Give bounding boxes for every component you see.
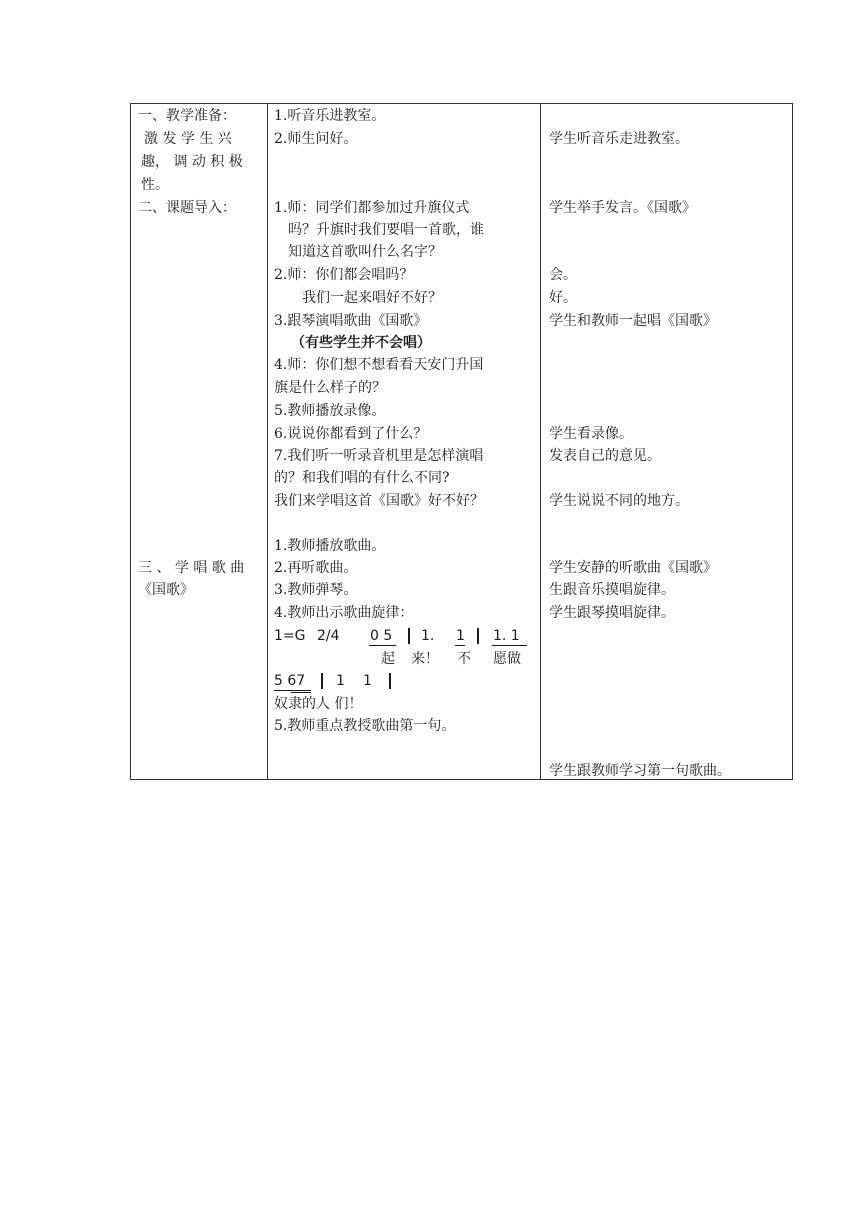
notation-note: 1 xyxy=(456,628,465,644)
teacher-line: 7.我们听一听录音机里是怎样演唱 xyxy=(274,448,484,464)
student-line: 学生和教师一起唱《国歌》 xyxy=(549,313,717,329)
teacher-line: 2.师：你们都会唱吗？ xyxy=(274,267,414,283)
teacher-line: 4.师：你们想不想看看天安门升国 xyxy=(274,357,484,373)
notation-key: 1=G xyxy=(274,628,306,644)
teacher-line: 旗是什么样子的？ xyxy=(274,380,386,396)
section-desc-line: 激 发 学 生 兴 xyxy=(144,131,232,147)
section-title-song: 三 、 学 唱 歌 曲 xyxy=(138,560,245,576)
notation-note: 1. 1 xyxy=(493,628,520,644)
teacher-line: 2.师生问好。 xyxy=(274,131,358,147)
teacher-line: 1.师：同学们都参加过升旗仪式 xyxy=(274,200,470,216)
notation-note: 1 xyxy=(336,673,345,689)
column-divider-1 xyxy=(267,104,268,779)
notation-meter: 2/4 xyxy=(317,628,340,644)
notation-underline xyxy=(492,645,527,646)
student-line: 学生看录像。 xyxy=(549,426,633,442)
teacher-line: 知道这首歌叫什么名字？ xyxy=(288,244,442,260)
teacher-line: 1.教师播放歌曲。 xyxy=(274,538,386,554)
notation-underline xyxy=(274,690,311,691)
student-line: 学生说说不同的地方。 xyxy=(549,493,689,509)
section-title-intro: 二、课题导入： xyxy=(138,200,236,216)
notation-underline xyxy=(369,645,396,646)
teacher-line: 3.教师弹琴。 xyxy=(274,582,358,598)
column-divider-2 xyxy=(540,104,541,779)
section-desc-line: 趣， 调 动 积 极 xyxy=(141,154,243,170)
notation-lyric: 不 xyxy=(457,651,471,667)
notation-note: 0 5 xyxy=(370,628,393,644)
teacher-line: 5.教师重点教授歌曲第一句。 xyxy=(274,718,456,734)
notation-lyric: 起 xyxy=(381,651,395,667)
teacher-line: 3.跟琴演唱歌曲《国歌》 xyxy=(274,313,428,329)
section-desc-line: 性。 xyxy=(141,177,169,193)
student-line: 学生跟琴摸唱旋律。 xyxy=(549,605,675,621)
section-title-song-name: 《国歌》 xyxy=(138,582,194,598)
student-line: 学生安静的听歌曲《国歌》 xyxy=(549,560,717,576)
notation-note: 1. xyxy=(421,628,435,644)
teacher-line: 我们来学唱这首《国歌》好不好？ xyxy=(274,493,484,509)
teacher-line: 4.教师出示歌曲旋律： xyxy=(274,605,414,621)
student-line: 学生举手发言。《国歌》 xyxy=(549,200,696,216)
notation-lyric: 来！ xyxy=(411,651,439,667)
student-line: 发表自己的意见。 xyxy=(549,448,661,464)
notation-note: 1 xyxy=(363,673,372,689)
teacher-line: 的？和我们唱的有什么不同? xyxy=(274,470,450,486)
teacher-note-bold: （有些学生并不会唱） xyxy=(291,335,431,351)
student-line: 生跟音乐摸唱旋律。 xyxy=(549,582,675,598)
notation-barline xyxy=(389,673,391,689)
notation-barline xyxy=(477,628,479,644)
teacher-line: 我们一起来唱好不好？ xyxy=(302,290,442,306)
student-line: 好。 xyxy=(549,290,577,306)
notation-underline xyxy=(455,645,465,646)
teacher-line: 2.再听歌曲。 xyxy=(274,560,358,576)
notation-note: 5 67 xyxy=(274,673,306,689)
teacher-line: 吗？升旗时我们要唱一首歌，谁 xyxy=(288,222,484,238)
notation-lyric: 愿做 xyxy=(493,651,521,667)
teacher-line: 5.教师播放录像。 xyxy=(274,403,386,419)
section-title-prep: 一、教学准备： xyxy=(138,108,236,124)
teacher-line: 奴隶的人 们！ xyxy=(274,696,363,712)
notation-barline xyxy=(408,628,410,644)
lesson-plan-table xyxy=(130,103,793,780)
notation-underline xyxy=(291,692,311,693)
teacher-line: 6.说说你都看到了什么？ xyxy=(274,426,428,442)
student-line: 学生跟教师学习第一句歌曲。 xyxy=(549,763,731,779)
teacher-line: 1.听音乐进教室。 xyxy=(274,108,386,124)
notation-barline xyxy=(321,673,323,689)
student-line: 会。 xyxy=(549,267,577,283)
student-line: 学生听音乐走进教室。 xyxy=(549,131,689,147)
